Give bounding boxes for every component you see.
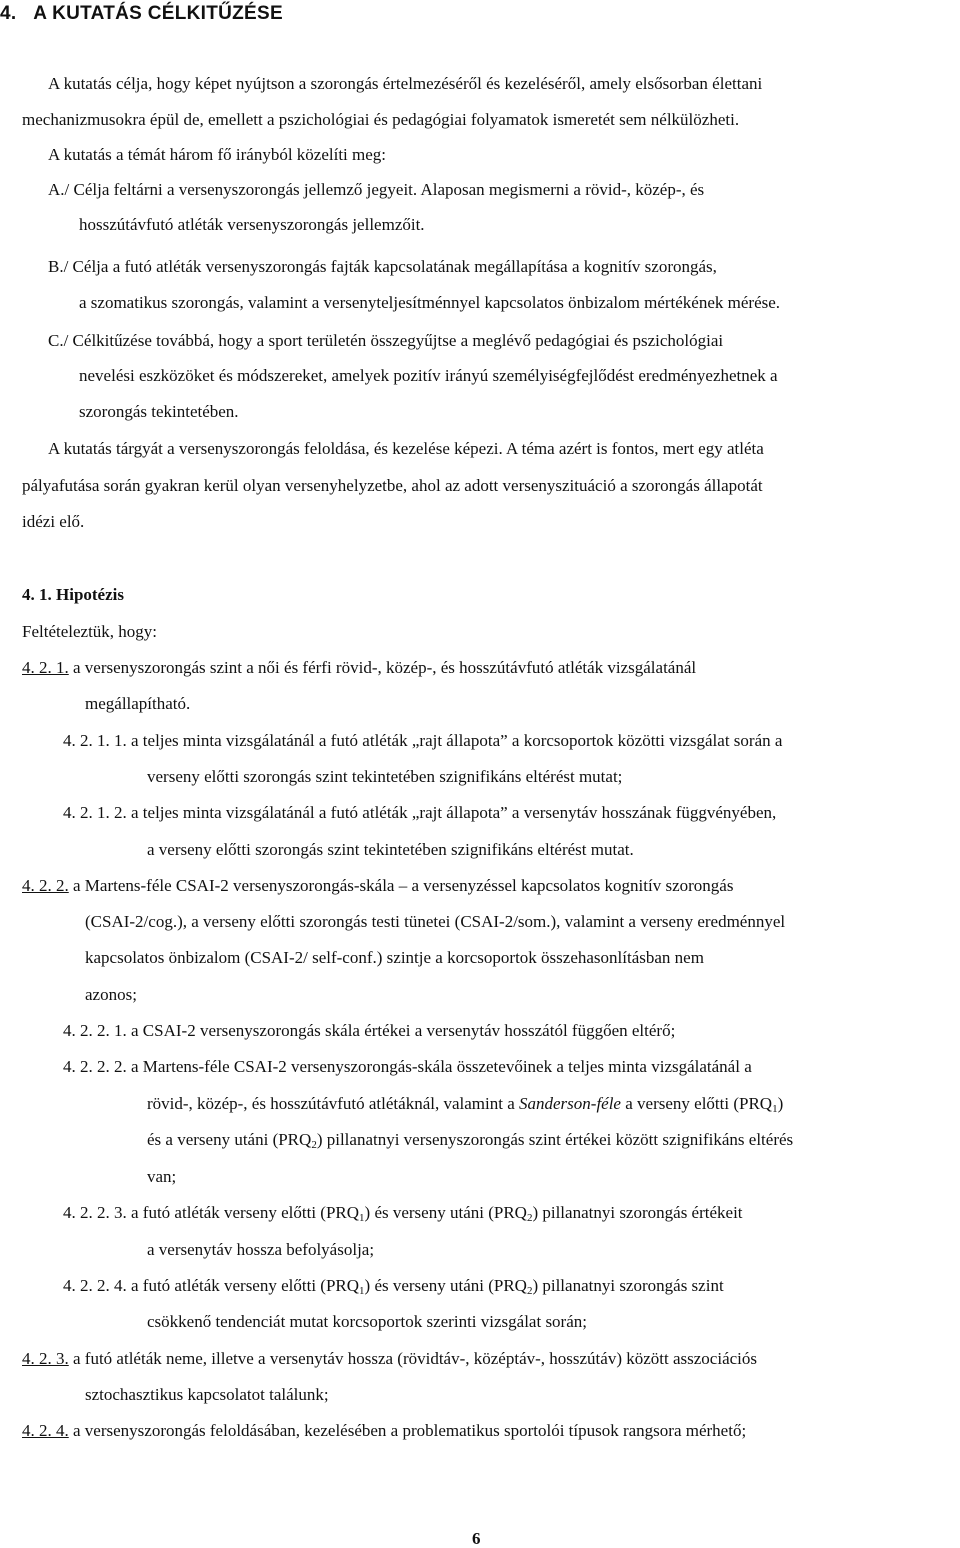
hypothesis-422: 4. 2. 2. a Martens-féle CSAI-2 versenyszorongás-skála – a versenyzéssel kapcsolatos kognitív szorongás — [22, 876, 734, 895]
aim-a-line-1: A./ Célja feltárni a versenyszorongás jellemző jegyeit. Alaposan megismerni a rövid-, közép-, és — [48, 180, 705, 199]
hypothesis-423: 4. 2. 3. a futó atléták neme, illetve a versenytáv hossza (rövidtáv-, középtáv-, hosszútáv) között asszociációs — [22, 1349, 758, 1368]
hypothesis-number: 4. 2. 3. — [22, 1349, 69, 1368]
hypothesis-4222: 4. 2. 2. 2. a Martens-féle CSAI-2 versenyszorongás-skála összetevőinek a teljes minta vizsgálatánál a — [63, 1057, 752, 1076]
aim-c-line-2: nevelési eszközöket és módszereket, amelyek pozitív irányú személyiségfejlődést eredményezhetnek a — [79, 366, 778, 385]
hypothesis-intro: Feltételeztük, hogy: — [22, 622, 158, 641]
hypothesis-422-cont-2: kapcsolatos önbizalom (CSAI-2/ self-conf.) szintje a korcsoportok összehasonlításban nem — [85, 948, 704, 967]
hypothesis-424: 4. 2. 4. a versenyszorongás feloldásában, kezelésében a problematikus sportolói típusok rangsora mérhető; — [22, 1421, 747, 1440]
intro-line-2: mechanizmusokra épül de, emellett a pszichológiai és pedagógiai folyamatok ismeretét sem nélkülözheti. — [22, 110, 740, 129]
hypothesis-4221: 4. 2. 2. 1. a CSAI-2 versenyszorongás skála értékei a versenytáv hosszától függően eltérő; — [63, 1021, 676, 1040]
hypothesis-number: 4. 2. 2. 4. — [63, 1276, 127, 1295]
aim-c-line-3: szorongás tekintetében. — [79, 402, 239, 421]
page-number: 6 — [472, 1529, 481, 1548]
hypothesis-4222-cont-2: és a verseny utáni $(PRQ_2)$ pillanatnyi versenyszorongás szint értékei között szignifikáns eltérés — [147, 1130, 794, 1151]
subject-line-1: A kutatás tárgyát a versenyszorongás feloldása, és kezelése képezi. A téma azért is fontos, mert egy atléta — [48, 439, 764, 458]
hypothesis-422-cont-3: azonos; — [85, 985, 137, 1004]
hypothesis-4223-cont: a versenytáv hossza befolyásolja; — [147, 1240, 375, 1259]
hypothesis-4211-cont: verseny előtti szorongás szint tekintetében szignifikáns eltérést mutat; — [147, 767, 623, 786]
intro-line-3: A kutatás a témát három fő irányból közelíti meg: — [48, 145, 387, 164]
aim-a-line-2: hosszútávfutó atléták versenyszorongás jellemzőit. — [79, 215, 425, 234]
hypothesis-421: 4. 2. 1. a versenyszorongás szint a női és férfi rövid-, közép-, és hosszútávfutó atléták vizsgálatánál — [22, 658, 697, 677]
subject-line-3: idézi elő. — [22, 512, 85, 531]
hypothesis-423-cont: sztochasztikus kapcsolatot találunk; — [85, 1385, 329, 1404]
sanderson-term: Sanderson-féle — [519, 1094, 621, 1113]
hypothesis-number: 4. 2. 1. 2. — [63, 803, 127, 822]
hypothesis-4224: 4. 2. 2. 4. a futó atléták verseny előtti $(PRQ_1)$ és verseny utáni $(PRQ_2)$ pillanatnyi szorongás szint — [63, 1276, 724, 1297]
hypothesis-number: 4. 2. 2. 1. — [63, 1021, 127, 1040]
chapter-title: A KUTATÁS CÉLKITŰZÉSE — [33, 3, 283, 24]
hypothesis-number: 4. 2. 4. — [22, 1421, 69, 1440]
hypothesis-4224-cont: csökkenő tendenciát mutat korcsoportok szerinti vizsgálat során; — [147, 1312, 587, 1331]
hypothesis-4222-cont-3: van; — [147, 1167, 177, 1186]
subject-line-2: pályafutása során gyakran kerül olyan versenyhelyzetbe, ahol az adott versenyszituáció a szorongás állapotát — [22, 476, 763, 495]
hypothesis-422-cont-1: (CSAI-2/cog.), a verseny előtti szorongás testi tünetei (CSAI-2/som.), valamint a verseny eredménnyel — [85, 912, 786, 931]
aim-b-line-2: a szomatikus szorongás, valamint a versenyteljesítménnyel kapcsolatos önbizalom mértékének mérése. — [79, 293, 781, 312]
aim-b-line-1: B./ Célja a futó atléták versenyszorongás fajták kapcsolatának megállapítása a kognitív szorongás, — [48, 257, 717, 276]
intro-line-1: A kutatás célja, hogy képet nyújtson a szorongás értelmezéséről és kezeléséről, amely elsősorban élettani — [48, 74, 763, 93]
chapter-heading — [0, 4, 283, 23]
hypothesis-4212: 4. 2. 1. 2. a teljes minta vizsgálatánál a futó atléták „rajt állapota” a versenytáv hosszának függvényében, — [63, 803, 777, 822]
hypothesis-number: 4. 2. 1. 1. — [63, 731, 127, 750]
chapter-number: 4. — [0, 3, 17, 24]
hypothesis-4223: 4. 2. 2. 3. a futó atléták verseny előtti $(PRQ_1)$ és verseny utáni $(PRQ_2)$ pillanatnyi szorongás értékeit — [63, 1203, 743, 1224]
aim-c-line-1: C./ Célkitűzése továbbá, hogy a sport területén összegyűjtse a meglévő pedagógiai és pszichológiai — [48, 331, 724, 350]
hypothesis-421-cont: megállapítható. — [85, 694, 191, 713]
hypothesis-4222-cont-1: rövid-, közép-, és hosszútávfutó atlétáknál, valamint a Sanderson-féle a verseny előtti $(PRQ_1)$ — [147, 1094, 784, 1115]
hypothesis-4212-cont: a verseny előtti szorongás szint tekintetében szignifikáns eltérést mutat. — [147, 840, 634, 859]
section-title: 4. 1. Hipotézis — [22, 585, 124, 604]
hypothesis-number: 4. 2. 2. 2. — [63, 1057, 127, 1076]
hypothesis-number: 4. 2. 1. — [22, 658, 69, 677]
hypothesis-4211: 4. 2. 1. 1. a teljes minta vizsgálatánál a futó atléták „rajt állapota” a korcsoportok közötti vizsgálat során a — [63, 731, 783, 750]
hypothesis-number: 4. 2. 2. 3. — [63, 1203, 127, 1222]
hypothesis-number: 4. 2. 2. — [22, 876, 69, 895]
